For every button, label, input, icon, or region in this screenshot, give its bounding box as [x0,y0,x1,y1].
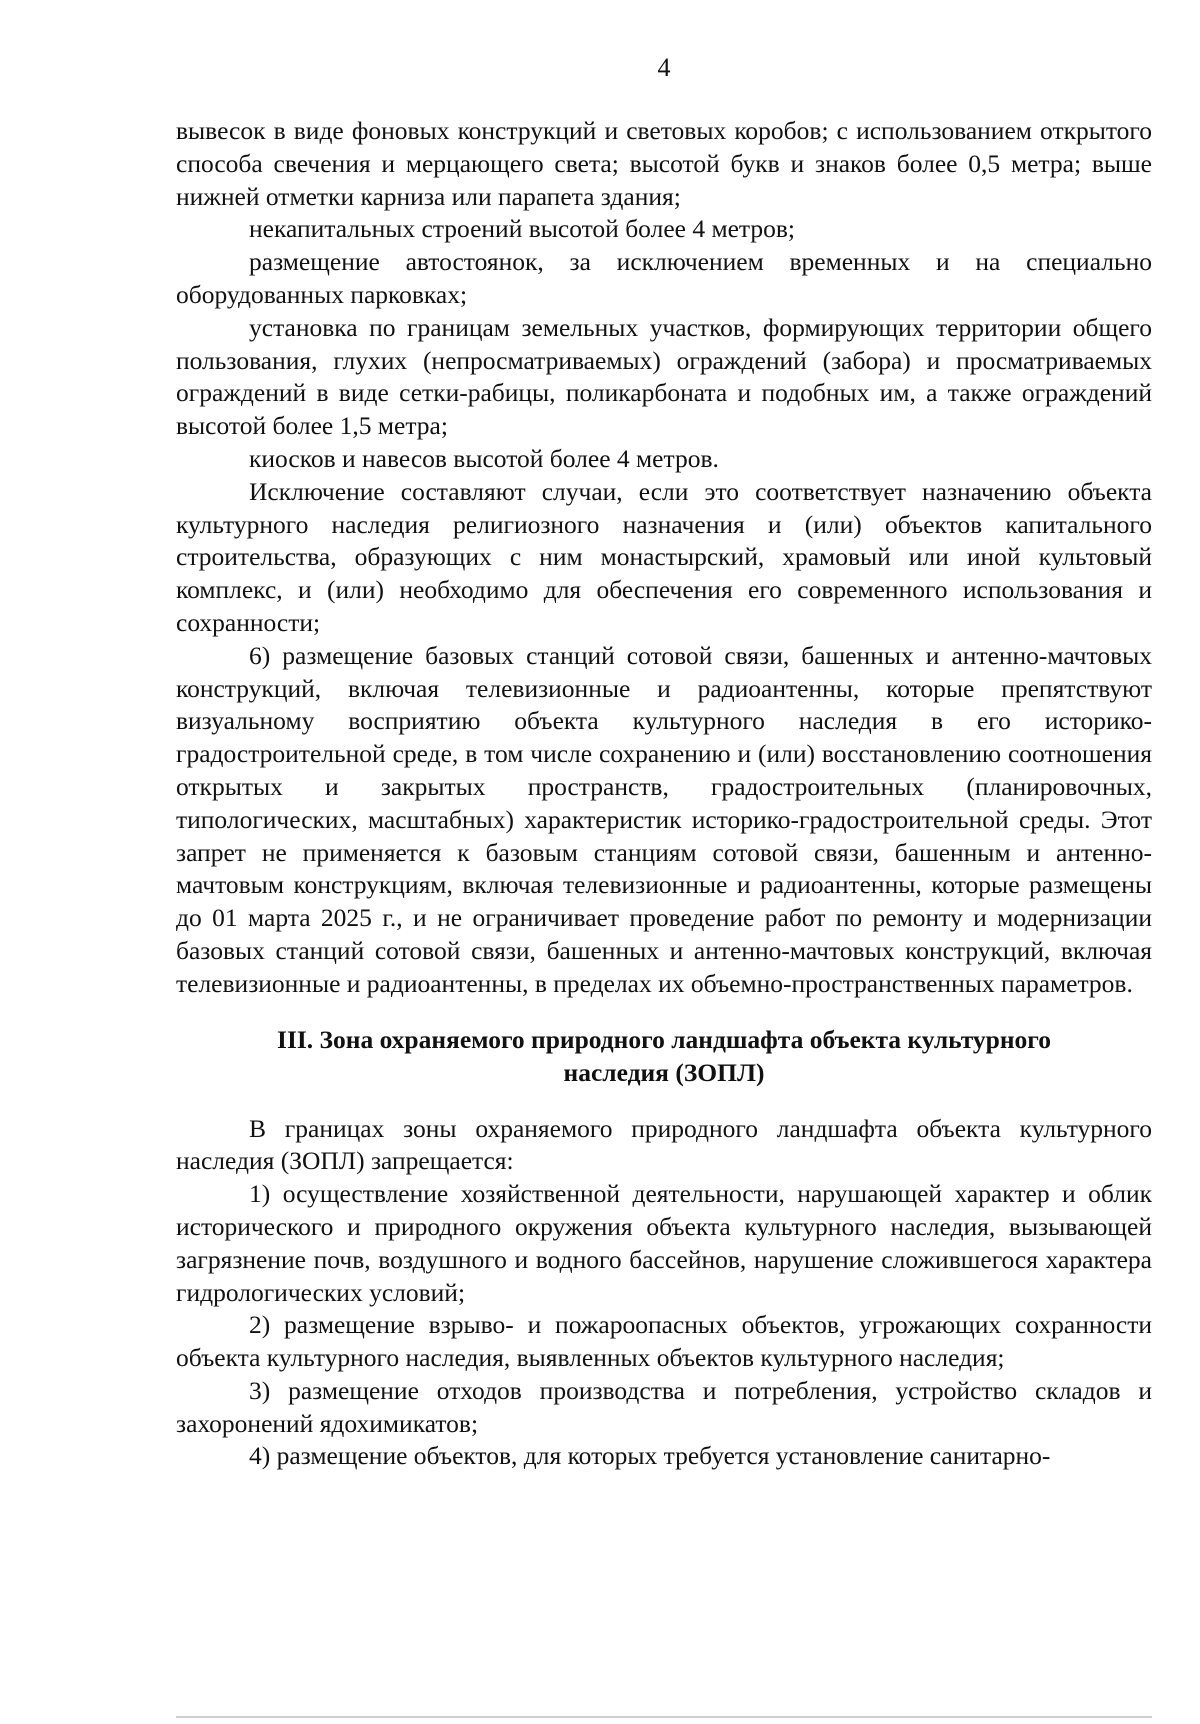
spacer [176,1001,1152,1023]
paragraph-exceptions: Исключение составляют случаи, если это соответствует назначению объекта культурного наследия религиозного назначения и (или) объектов капитального строительства, образующих с ним монастырский, храмовый или иной культовый комплекс, и (или) необходимо для обеспечения его современного использования и сохранности; [176,476,1152,637]
section-heading [176,1023,1152,1089]
paragraph-fences: установка по границам земельных участков, формирующих территории общего пользования, глухих (непросматриваемых) ограждений (забора) и просматриваемых ограждений в виде сетки-рабицы, поликарбоната и подобных им, а также ограждений высотой более 1,5 метра; [176,312,1152,441]
paragraph-kiosks: киосков и навесов высотой более 4 метров. [249,443,719,473]
spacer [176,1089,1152,1113]
section-heading-line-1: III. Зона охраняемого природного ландшафта объекта культурного [277,1024,1051,1054]
paragraph-item-1: 1) осуществление хозяйственной деятельности, нарушающей характер и облик исторического и природного окружения объекта культурного наследия, вызывающей загрязнение почв, воздушного и водного бассейнов, нарушение сложившегося характера гидрологических условий; [176,1179,1152,1307]
paragraph-item-2: 2) размещение взрыво- и пожароопасных объектов, угрожающих сохранности объекта культурного наследия, выявленных объектов культурного наследия; [176,1310,1152,1373]
page-number: 4 [657,53,671,82]
paragraph-signboards: вывесок в виде фоновых конструкций и световых коробов; с использованием открытого способа свечения и мерцающего света; высотой букв и знаков более 0,5 метра; выше нижней отметки карниза или парапета здания; [176,116,1152,211]
paragraph-non-capital-buildings: некапитальных строений высотой более 4 метров; [249,214,795,244]
bottom-scan-edge [176,1716,1152,1718]
paragraph-zone-intro: В границах зоны охраняемого природного ландшафта объекта культурного наследия (ЗОПЛ) запрещается: [176,1113,1152,1176]
paragraph-item-6-base-stations: 6) размещение базовых станций сотовой связи, башенных и антенно-мачтовых конструкций, включая телевизионные и радиоантенны, которые препятствуют визуальному восприятию объекта культурного наследия в его историко-градостроительной среде, в том числе сохранению и (или) восстановлению соотношения открытых и закрытых пространств, градостроительных (планировочных, типологических, масштабных) характеристик историко-градостроительной среды. Этот запрет не применяется к базовым станциям сотовой связи, башенным и антенно-мачтовым конструкциям, включая телевизионные и радиоантенны, которые размещены до 01 марта 2025 г., и не ограничивает проведение работ по ремонту и модернизации базовых станций сотовой связи, башенных и антенно-мачтовых конструкций, включая телевизионные и радиоантенны, в пределах их объемно-пространственных параметров. [176,640,1152,998]
paragraph-item-4: 4) размещение объектов, для которых требуется установление санитарно- [249,1441,1051,1471]
paragraph-parking: размещение автостоянок, за исключением временных и на специально оборудованных парковках; [176,247,1152,309]
document-body [176,115,1152,1473]
paragraph-item-3: 3) размещение отходов производства и потребления, устройство складов и захоронений ядохимикатов; [176,1375,1152,1438]
section-heading-line-2: наследия (ЗОПЛ) [563,1057,765,1087]
